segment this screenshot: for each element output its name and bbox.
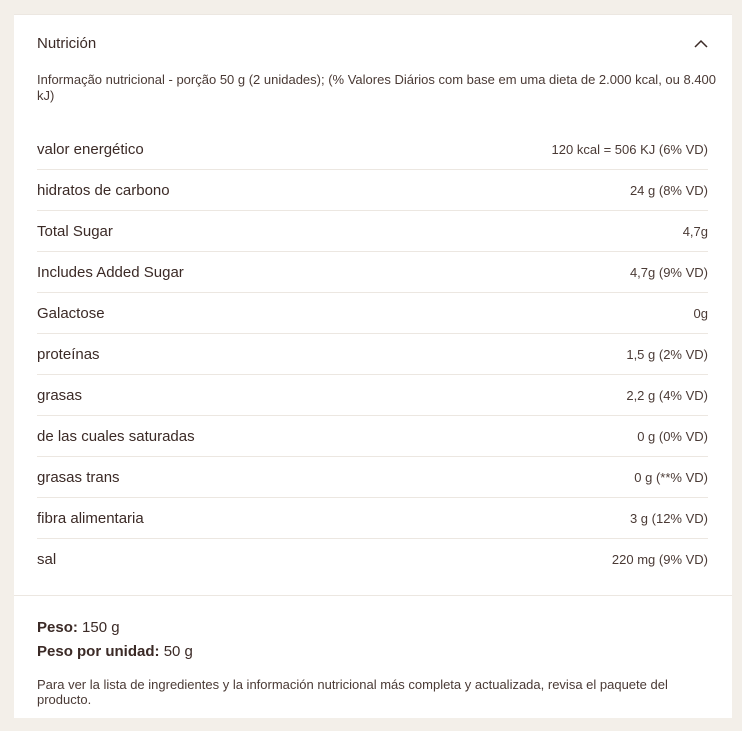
nutrient-value: 220 mg (9% VD)	[611, 551, 708, 567]
nutrient-label: Galactose	[37, 304, 105, 322]
nutrient-row	[37, 457, 708, 498]
nutrition-card	[14, 14, 732, 718]
nutrient-label: de las cuales saturadas	[37, 427, 195, 445]
nutrient-value: 4,7g (9% VD)	[629, 264, 708, 280]
nutrient-label: grasas	[37, 386, 83, 404]
nutrient-label: valor energético	[37, 140, 144, 158]
unit-weight-label: Peso por unidad:	[37, 643, 160, 660]
serving-info: Informação nutricional - porção 50 g (2 unidades); (% Valores Diários com base em uma dieta de 2.000 kcal, ou 8.400 kJ)	[37, 72, 717, 103]
nutrient-label: grasas trans	[37, 468, 120, 486]
nutrient-value: 1,5 g (2% VD)	[626, 346, 708, 362]
unit-weight	[37, 640, 193, 664]
nutrient-value: 24 g (8% VD)	[629, 182, 708, 198]
nutrient-row	[37, 293, 708, 334]
nutrient-row	[37, 498, 708, 539]
section-divider	[14, 595, 732, 596]
nutrient-value: 4,7g	[682, 223, 708, 239]
nutrient-row	[37, 211, 708, 252]
nutrient-value: 120 kcal = 506 KJ (6% VD)	[551, 141, 708, 157]
nutrient-table	[37, 129, 708, 579]
unit-weight-value: 50 g	[163, 643, 193, 660]
nutrient-row	[37, 375, 708, 416]
nutrient-row	[37, 416, 708, 457]
nutrient-label: sal	[37, 550, 57, 568]
nutrient-value: 0 g (0% VD)	[637, 428, 708, 444]
chevron-up-icon[interactable]	[692, 37, 710, 51]
section-title: Nutrición	[37, 35, 97, 52]
nutrient-row	[37, 252, 708, 293]
nutrient-label: Total Sugar	[37, 222, 113, 240]
nutrient-label: fibra alimentaria	[37, 509, 144, 527]
nutrient-value: 0 g (**% VD)	[634, 469, 708, 485]
nutrient-value: 0g	[693, 305, 708, 321]
nutrient-label: proteínas	[37, 345, 100, 363]
nutrient-label: Includes Added Sugar	[37, 263, 184, 281]
total-weight-label: Peso:	[37, 619, 78, 636]
nutrient-label: hidratos de carbono	[37, 181, 170, 199]
nutrient-row	[37, 170, 708, 211]
nutrition-header[interactable]	[37, 35, 710, 55]
nutrient-row	[37, 334, 708, 375]
nutrient-value: 3 g (12% VD)	[629, 510, 708, 526]
disclaimer-note: Para ver la lista de ingredientes y la información nutricional más completa y actualizada, revisa el paquete del producto.	[37, 677, 668, 707]
weight-info	[37, 616, 193, 664]
nutrient-row	[37, 129, 708, 170]
nutrient-value: 2,2 g (4% VD)	[626, 387, 708, 403]
total-weight	[37, 616, 193, 640]
total-weight-value: 150 g	[82, 619, 120, 636]
nutrient-row	[37, 539, 708, 579]
